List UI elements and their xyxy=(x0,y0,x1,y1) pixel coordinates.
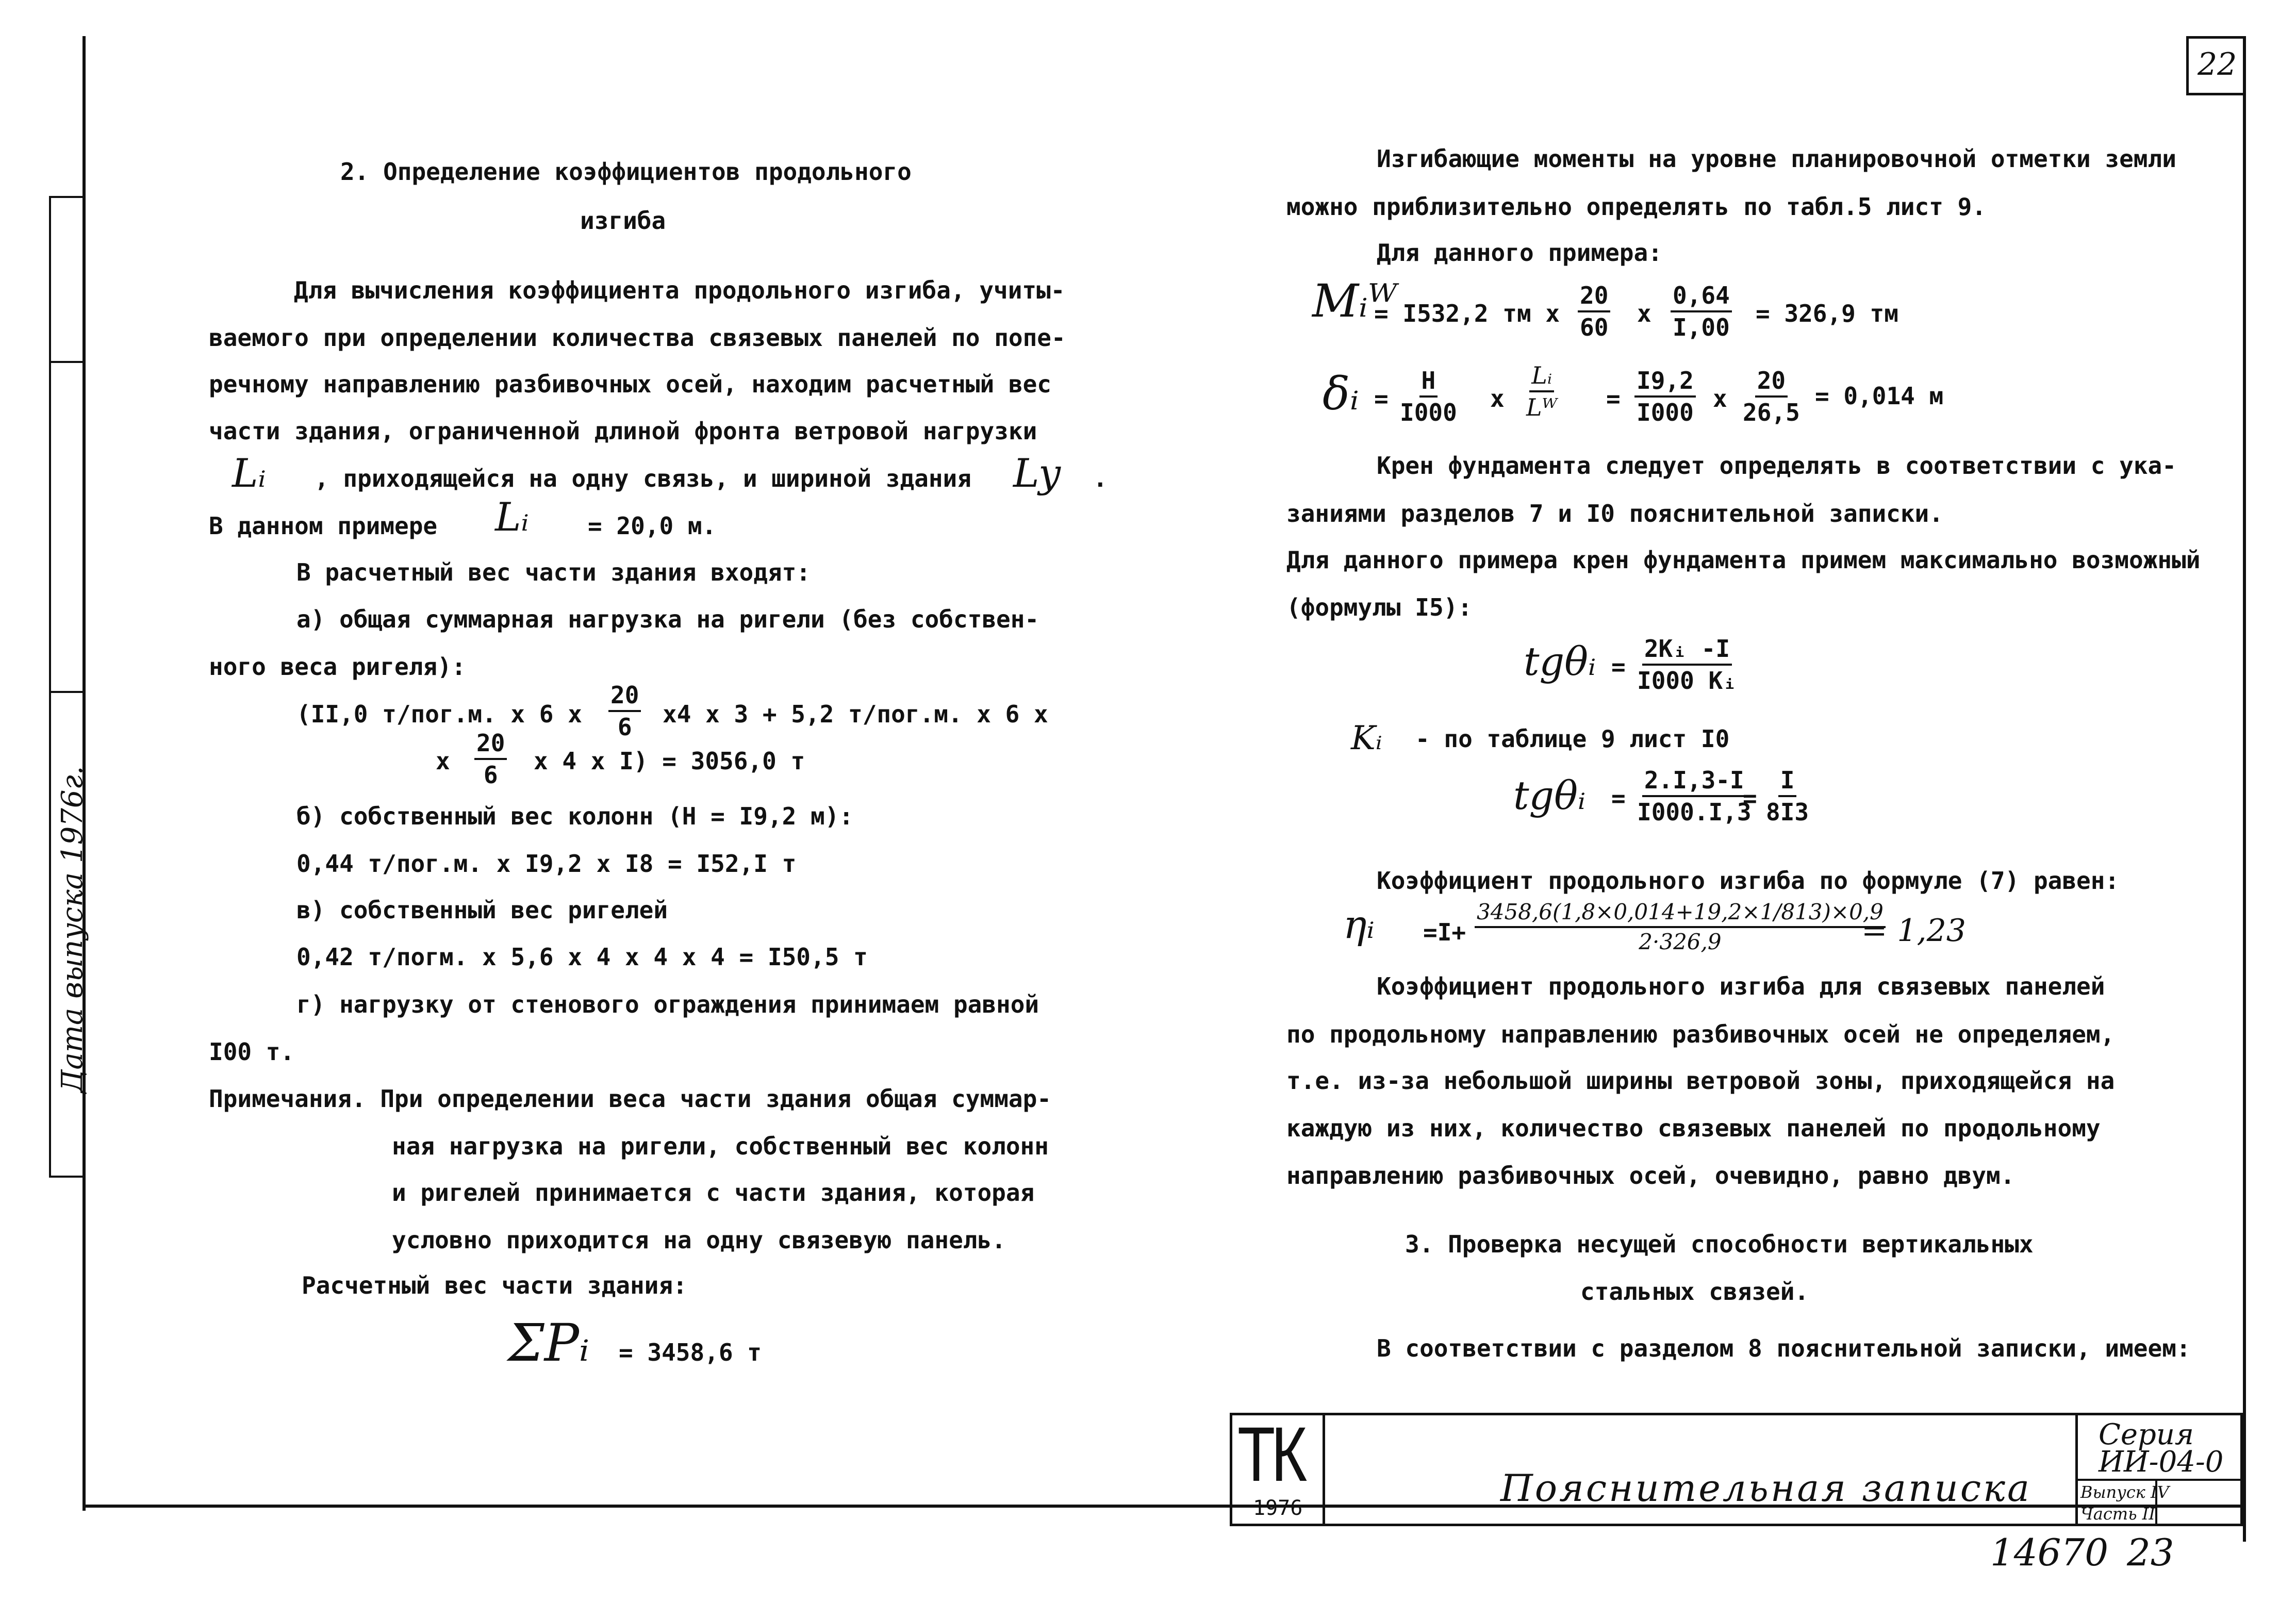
list-item-v-calc: 0,42 т/погм. x 5,6 x 4 x 4 x 4 = I50,5 т xyxy=(296,943,868,971)
fraction-num: 20 xyxy=(474,731,507,760)
formula-1: (II,0 т/пог.м. x 6 x xyxy=(296,700,582,728)
fraction-den: 6 xyxy=(483,761,498,789)
deflection-formula: x xyxy=(1713,385,1727,412)
logo-year: 1976 xyxy=(1253,1496,1303,1520)
note: Примечания. При определении веса части здания общая суммар- xyxy=(209,1085,1051,1113)
fraction-den: 2·326,9 xyxy=(1639,929,1722,954)
fraction-den: I000.I,3 xyxy=(1637,798,1752,826)
series-label: Серия xyxy=(2099,1418,2194,1451)
paragraph-line: , приходящейся на одну связь, и шириной здания xyxy=(315,465,971,492)
fraction-den: Lᵂ xyxy=(1526,393,1558,421)
tg-formula: = xyxy=(1611,653,1626,681)
margin-tick xyxy=(49,1176,82,1178)
paragraph-line: = 20,0 м. xyxy=(588,512,717,540)
tg-symbol: tgθᵢ xyxy=(1513,772,1586,818)
formula-1: x 4 x I) = 3056,0 т xyxy=(534,747,805,775)
list-item-b: б) собственный вес колонн (Н = I9,2 м): xyxy=(296,802,854,830)
paragraph-line: Для данного примера крен фундамента примем максимально возможный xyxy=(1286,546,2201,574)
paragraph-line: (формулы I5): xyxy=(1286,593,1473,621)
document-title: Пояснительная записка xyxy=(1500,1466,2031,1510)
fraction-num: 2Kᵢ -I xyxy=(1642,637,1732,666)
eta-formula: =I+ xyxy=(1423,918,1466,946)
list-item-a-cont: ного веса ригеля): xyxy=(209,653,466,681)
paragraph-line: В соответствии с разделом 8 пояснительной записки, имеем: xyxy=(1377,1334,2191,1362)
k-text: - по таблице 9 лист I0 xyxy=(1415,725,1730,753)
list-item-g: г) нагрузку от стенового ограждения принимаем равной xyxy=(296,990,1039,1018)
fraction-den: 60 xyxy=(1580,313,1609,341)
fraction-num: 3458,6(1,8×0,014+19,2×1/813)×0,9 xyxy=(1475,901,1886,928)
moment-symbol: Mᵢᵂ xyxy=(1312,274,1397,327)
sheet-number: 23 xyxy=(2127,1531,2174,1574)
margin-tick xyxy=(49,196,82,198)
note: условно приходится на одну связевую панель. xyxy=(392,1226,1006,1254)
note: и ригелей принимается с части здания, которая xyxy=(392,1179,1035,1207)
paragraph-line: Крен фундамента следует определять в соответствии с ука- xyxy=(1377,452,2176,480)
release-date-stamp: Дата выпуска 1976г. xyxy=(56,766,89,1093)
paragraph-line: по продольному направлению разбивочных осей не определяем, xyxy=(1286,1020,2115,1048)
fraction-num: I xyxy=(1778,768,1797,797)
tg-formula: = xyxy=(1743,784,1757,812)
eta-result: = 1,23 xyxy=(1861,913,1966,949)
list-item-v: в) собственный вес ригелей xyxy=(296,896,668,924)
margin-tick xyxy=(49,361,82,363)
fraction-den: I,00 xyxy=(1673,313,1730,341)
sum-value: = 3458,6 т xyxy=(619,1339,762,1366)
paragraph-line: В расчетный вес части здания входят: xyxy=(296,558,811,586)
fraction-den: I000 Kᵢ xyxy=(1637,667,1737,695)
paragraph-line: Для данного примера: xyxy=(1377,239,1662,267)
tg-symbol: tgθᵢ xyxy=(1524,638,1596,684)
tk-logo: ТК xyxy=(1237,1411,1303,1497)
list-item-a: а) общая суммарная нагрузка на ригели (без собствен- xyxy=(296,605,1039,633)
series-value: ИИ-04-0 xyxy=(2099,1445,2224,1479)
title-block-divider xyxy=(2075,1413,2078,1526)
moment-formula: x xyxy=(1637,300,1651,327)
part-number: Часть II xyxy=(2080,1504,2155,1524)
paragraph-line: направлению разбивочных осей, очевидно, равно двум. xyxy=(1286,1162,2015,1190)
formula-1: x4 x 3 + 5,2 т/пог.м. x 6 x xyxy=(663,700,1048,728)
fraction xyxy=(608,683,641,739)
fraction-den: I000 xyxy=(1637,399,1694,426)
moment-formula: = I532,2 тм x xyxy=(1374,300,1560,327)
page-number: 22 xyxy=(2198,46,2237,82)
paragraph-line: части здания, ограниченной длиной фронта ветровой нагрузки xyxy=(209,417,1037,445)
list-item-g-cont: I00 т. xyxy=(209,1038,295,1066)
deflection-formula: = xyxy=(1374,385,1389,412)
frame-right xyxy=(2243,36,2246,1542)
fraction xyxy=(1475,901,1886,953)
fraction-den: I000 xyxy=(1400,399,1457,426)
fraction xyxy=(1634,369,1696,424)
symbol-li: Lᵢ xyxy=(232,450,266,496)
fraction xyxy=(1766,768,1809,824)
section-2-heading: 2. Определение коэффициентов продольного xyxy=(340,158,912,186)
fraction-num: 20 xyxy=(1755,369,1788,398)
title-block-divider xyxy=(2075,1479,2243,1481)
sum-symbol: ΣPᵢ xyxy=(508,1313,590,1373)
k-symbol: Kᵢ xyxy=(1351,719,1382,757)
title-block-divider xyxy=(1323,1413,1325,1526)
issue-number: Выпуск IV xyxy=(2080,1482,2169,1502)
fraction-num: 0,64 xyxy=(1671,284,1732,312)
fraction-num: 20 xyxy=(608,683,641,712)
fraction xyxy=(474,731,507,787)
fraction-den: 8I3 xyxy=(1766,798,1809,826)
paragraph-line: . xyxy=(1093,465,1108,492)
formula-1: x xyxy=(436,747,450,775)
eta-symbol: ηᵢ xyxy=(1343,901,1375,947)
fraction xyxy=(1743,369,1800,424)
fraction xyxy=(1578,284,1610,339)
paragraph-line: Коэффициент продольного изгиба по формуле (7) равен: xyxy=(1377,867,2120,895)
tg-formula: = xyxy=(1611,784,1626,812)
paragraph-line: можно приблизительно определять по табл.5 лист 9. xyxy=(1286,193,1987,221)
fraction xyxy=(1637,635,1737,695)
fraction xyxy=(1637,768,1752,824)
calc-label: Расчетный вес части здания: xyxy=(302,1271,687,1299)
symbol-li: Lᵢ xyxy=(495,494,529,540)
fraction xyxy=(1526,361,1558,421)
paragraph-line: Коэффициент продольного изгиба для связевых панелей xyxy=(1377,972,2105,1000)
section-3-heading: 3. Проверка несущей способности вертикальных xyxy=(1405,1230,2034,1258)
section-2-heading-cont: изгиба xyxy=(580,207,666,235)
paragraph-line: речному направлению разбивочных осей, находим расчетный вес xyxy=(209,370,1051,398)
fraction-num: H xyxy=(1419,369,1438,398)
paragraph-line: В данном примере xyxy=(209,512,438,540)
fraction-den: 6 xyxy=(617,713,632,741)
note: ная нагрузка на ригели, собственный вес колонн xyxy=(392,1132,1049,1160)
margin-tick xyxy=(49,691,82,693)
archive-number: 14670 xyxy=(1990,1531,2109,1574)
paragraph-line: т.е. из-за небольшой ширины ветровой зоны, приходящейся на xyxy=(1286,1067,2115,1095)
list-item-b-calc: 0,44 т/пог.м. x I9,2 x I8 = I52,I т xyxy=(296,850,797,878)
fraction-num: I9,2 xyxy=(1634,369,1696,398)
fraction-num: 2.I,3-I xyxy=(1642,768,1746,797)
fraction xyxy=(1671,284,1732,339)
fraction xyxy=(1400,369,1457,424)
paragraph-line: каждую из них, количество связевых панелей по продольному xyxy=(1286,1114,2101,1142)
moment-formula: = 326,9 тм xyxy=(1756,300,1898,327)
deflection-symbol: δᵢ xyxy=(1323,367,1359,420)
symbol-ly: Ly xyxy=(1013,450,1061,496)
fraction-den: 26,5 xyxy=(1743,399,1800,426)
section-3-heading-cont: стальных связей. xyxy=(1580,1278,1809,1306)
fraction-num: 20 xyxy=(1578,284,1610,312)
paragraph-line: Изгибающие моменты на уровне планировочной отметки земли xyxy=(1377,145,2176,173)
margin-rule xyxy=(49,196,51,1176)
deflection-formula: x xyxy=(1490,385,1505,412)
deflection-formula: = 0,014 м xyxy=(1815,382,1944,410)
paragraph-line: ваемого при определении количества связевых панелей по попе- xyxy=(209,324,1066,352)
deflection-formula: = xyxy=(1606,385,1621,412)
paragraph-line: заниями разделов 7 и I0 пояснительной записки. xyxy=(1286,500,1943,527)
fraction-num: Lᵢ xyxy=(1529,364,1554,392)
paragraph-line: Для вычисления коэффициента продольного изгиба, учиты- xyxy=(294,276,1065,304)
